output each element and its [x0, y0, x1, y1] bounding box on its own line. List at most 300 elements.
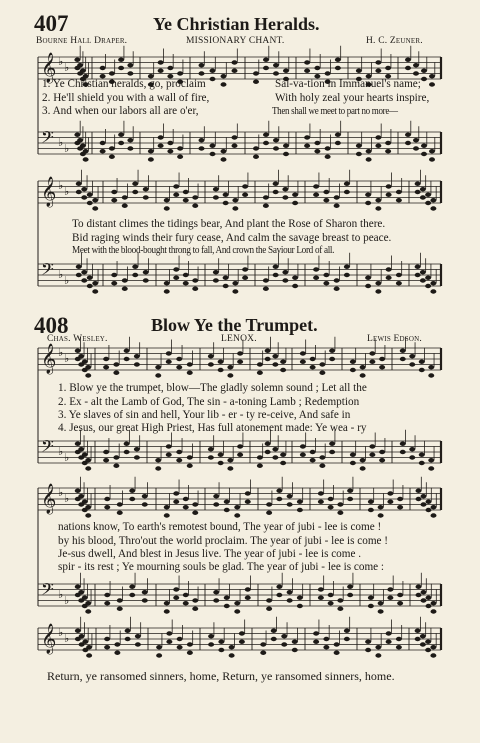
- notehead-icon: [164, 609, 170, 613]
- notehead-icon: [282, 195, 288, 199]
- notehead-icon: [213, 195, 219, 199]
- notehead-icon: [173, 596, 179, 600]
- notehead-icon: [166, 351, 172, 355]
- notehead-icon: [232, 135, 238, 139]
- notehead-icon: [369, 351, 375, 355]
- notehead-icon: [83, 149, 89, 153]
- notehead-icon: [122, 278, 128, 282]
- notehead-icon: [124, 450, 130, 454]
- notehead-icon: [396, 281, 402, 285]
- notehead-icon: [292, 284, 298, 288]
- notehead-icon: [218, 461, 224, 465]
- notehead-icon: [81, 195, 87, 199]
- notehead-icon: [297, 596, 303, 600]
- notehead-icon: [310, 357, 316, 361]
- notehead-icon: [273, 265, 279, 269]
- notehead-icon: [78, 494, 84, 498]
- notehead-icon: [375, 135, 381, 139]
- notehead-icon: [378, 601, 384, 605]
- notehead-icon: [127, 63, 133, 67]
- notehead-icon: [429, 82, 435, 86]
- notehead-icon: [310, 450, 316, 454]
- author-credit: Chas. Wesley.: [47, 334, 108, 344]
- notehead-icon: [405, 133, 411, 137]
- notehead-icon: [375, 653, 381, 657]
- bass-clef-icon: 𝄢: [41, 259, 54, 283]
- notehead-icon: [344, 273, 350, 277]
- notehead-icon: [386, 184, 392, 188]
- notehead-icon: [280, 453, 286, 457]
- notehead-icon: [234, 601, 240, 605]
- notehead-icon: [199, 71, 205, 75]
- notehead-icon: [387, 500, 393, 504]
- notehead-icon: [253, 71, 259, 75]
- bass-clef-icon: 𝄢: [41, 436, 54, 460]
- notehead-icon: [210, 152, 216, 156]
- notehead-icon: [134, 447, 140, 451]
- notehead-icon: [334, 204, 340, 208]
- notehead-icon: [328, 505, 334, 509]
- notehead-icon: [318, 500, 324, 504]
- notehead-icon: [426, 604, 432, 608]
- flat-sign-icon: ♭: [58, 136, 64, 149]
- notehead-icon: [173, 193, 179, 197]
- notehead-icon: [104, 645, 110, 649]
- notehead-icon: [253, 80, 259, 84]
- notehead-icon: [287, 590, 293, 594]
- notehead-icon: [177, 71, 183, 75]
- notehead-icon: [199, 146, 205, 150]
- notehead-icon: [426, 508, 432, 512]
- notehead-icon: [164, 289, 170, 293]
- notehead-icon: [421, 152, 427, 156]
- notehead-icon: [158, 60, 164, 64]
- notehead-icon: [369, 444, 375, 448]
- notehead-icon: [176, 450, 182, 454]
- notehead-icon: [396, 198, 402, 202]
- notehead-icon: [218, 453, 224, 457]
- notehead-icon: [78, 590, 84, 594]
- notehead-icon: [386, 193, 392, 197]
- notehead-icon: [183, 505, 189, 509]
- notehead-icon: [143, 195, 149, 199]
- notehead-icon: [425, 276, 431, 280]
- notehead-icon: [221, 149, 227, 153]
- notehead-icon: [263, 58, 269, 62]
- notehead-icon: [232, 206, 238, 210]
- notehead-icon: [124, 442, 130, 446]
- notehead-icon: [310, 458, 316, 462]
- notehead-icon: [415, 265, 421, 269]
- notehead-icon: [430, 281, 436, 285]
- notehead-icon: [111, 190, 117, 194]
- notehead-icon: [213, 270, 219, 274]
- notehead-icon: [81, 270, 87, 274]
- notehead-icon: [313, 631, 319, 635]
- hymn-number: 407: [34, 11, 69, 36]
- notehead-icon: [239, 640, 245, 644]
- notehead-icon: [344, 182, 350, 186]
- treble-clef-icon: 𝄞: [41, 53, 57, 83]
- flat-sign-icon: ♭: [64, 61, 70, 74]
- lyric-line: Je-sus dwell, And blest in Jesus live. The year of jubi - lee is come .: [58, 548, 362, 560]
- notehead-icon: [375, 206, 381, 210]
- notehead-icon: [173, 276, 179, 280]
- notehead-icon: [323, 198, 329, 202]
- notehead-icon: [164, 601, 170, 605]
- flat-sign-icon: ♭: [64, 451, 70, 464]
- notehead-icon: [272, 447, 278, 451]
- notehead-icon: [81, 187, 87, 191]
- notehead-icon: [227, 373, 233, 377]
- lyric-line: To distant climes the tidings bear, And plant the Rose of Sharon there.: [72, 218, 386, 230]
- notehead-icon: [344, 190, 350, 194]
- notehead-icon: [87, 284, 93, 288]
- tune-name: MISSIONARY CHANT.: [186, 36, 285, 46]
- notehead-icon: [208, 447, 214, 451]
- notehead-icon: [431, 513, 437, 517]
- notehead-icon: [166, 360, 172, 364]
- notehead-icon: [167, 149, 173, 153]
- notehead-icon: [77, 63, 83, 67]
- notehead-icon: [199, 138, 205, 142]
- notehead-icon: [75, 585, 81, 589]
- notehead-icon: [310, 365, 316, 369]
- lyric-line: Then shall we meet to part no more—: [272, 106, 398, 117]
- notehead-icon: [282, 278, 288, 282]
- notehead-icon: [103, 458, 109, 462]
- notehead-icon: [335, 66, 341, 70]
- notehead-icon: [421, 598, 427, 602]
- notehead-icon: [77, 138, 83, 142]
- flat-sign-icon: ♭: [58, 486, 64, 499]
- notehead-icon: [122, 195, 128, 199]
- notehead-icon: [177, 146, 183, 150]
- notehead-icon: [164, 198, 170, 202]
- notehead-icon: [187, 464, 193, 468]
- notehead-icon: [208, 362, 214, 366]
- notehead-icon: [86, 645, 92, 649]
- notehead-icon: [280, 368, 286, 372]
- notehead-icon: [325, 71, 331, 75]
- notehead-icon: [420, 195, 426, 199]
- notehead-icon: [405, 141, 411, 145]
- notehead-icon: [82, 360, 88, 364]
- notehead-icon: [297, 500, 303, 504]
- notehead-icon: [265, 349, 271, 353]
- hymn-number: 408: [34, 313, 69, 338]
- notehead-icon: [257, 362, 263, 366]
- notehead-icon: [318, 596, 324, 600]
- notehead-icon: [213, 278, 219, 282]
- notehead-icon: [385, 141, 391, 145]
- notehead-icon: [263, 66, 269, 70]
- notehead-icon: [329, 450, 335, 454]
- notehead-icon: [210, 77, 216, 81]
- notehead-icon: [85, 458, 91, 462]
- notehead-icon: [300, 444, 306, 448]
- notehead-icon: [425, 284, 431, 288]
- notehead-icon: [335, 141, 341, 145]
- notehead-icon: [87, 193, 93, 197]
- notehead-icon: [208, 455, 214, 459]
- notehead-icon: [242, 184, 248, 188]
- notehead-icon: [232, 144, 238, 148]
- notehead-icon: [117, 598, 123, 602]
- notehead-icon: [400, 357, 406, 361]
- notehead-icon: [429, 149, 435, 153]
- notehead-icon: [334, 642, 340, 646]
- treble-clef-icon: 𝄞: [41, 344, 57, 374]
- notehead-icon: [304, 135, 310, 139]
- notehead-icon: [347, 585, 353, 589]
- notehead-icon: [420, 187, 426, 191]
- notehead-icon: [166, 444, 172, 448]
- notehead-icon: [431, 601, 437, 605]
- notehead-icon: [142, 502, 148, 506]
- notehead-icon: [415, 182, 421, 186]
- notehead-icon: [313, 193, 319, 197]
- notehead-icon: [263, 195, 269, 199]
- notehead-icon: [158, 135, 164, 139]
- flat-sign-icon: ♭: [58, 346, 64, 359]
- notehead-icon: [287, 502, 293, 506]
- notehead-icon: [164, 206, 170, 210]
- notehead-icon: [282, 187, 288, 191]
- notehead-icon: [213, 502, 219, 506]
- notehead-icon: [413, 138, 419, 142]
- notehead-icon: [421, 502, 427, 506]
- notehead-icon: [257, 464, 263, 468]
- notehead-icon: [192, 287, 198, 291]
- notehead-icon: [328, 593, 334, 597]
- notehead-icon: [273, 146, 279, 150]
- notehead-icon: [300, 351, 306, 355]
- notehead-icon: [83, 157, 89, 161]
- notehead-icon: [430, 653, 436, 657]
- notehead-icon: [360, 466, 366, 470]
- notehead-icon: [263, 204, 269, 208]
- notehead-icon: [385, 66, 391, 70]
- notehead-icon: [276, 489, 282, 493]
- notehead-icon: [419, 368, 425, 372]
- notehead-icon: [334, 287, 340, 291]
- notehead-icon: [368, 508, 374, 512]
- notehead-icon: [85, 601, 91, 605]
- author-credit: Bourne Hall Draper.: [36, 36, 128, 46]
- notehead-icon: [114, 642, 120, 646]
- notehead-icon: [257, 455, 263, 459]
- treble-clef-icon: 𝄞: [41, 624, 57, 654]
- notehead-icon: [426, 596, 432, 600]
- flat-sign-icon: ♭: [64, 142, 70, 155]
- notehead-icon: [314, 149, 320, 153]
- notehead-icon: [318, 587, 324, 591]
- lyric-line: 1. Ye Christian heralds, go, proclaim: [42, 78, 206, 90]
- notehead-icon: [183, 190, 189, 194]
- notehead-icon: [129, 489, 135, 493]
- hymn-title: Blow Ye the Trumpet.: [151, 315, 318, 335]
- notehead-icon: [74, 133, 80, 137]
- notehead-icon: [405, 66, 411, 70]
- notehead-icon: [304, 144, 310, 148]
- notehead-icon: [325, 155, 331, 159]
- lyric-line: 2. Ex - alt the Lamb of God, The sin - a-toning Lamb ; Redemption: [58, 396, 360, 408]
- notehead-icon: [143, 187, 149, 191]
- lyric-line: Meet with the blood-bought throng to fall, And crown the Saviour Lord of all.: [72, 245, 335, 256]
- notehead-icon: [313, 267, 319, 271]
- flat-sign-icon: ♭: [58, 179, 64, 192]
- notehead-icon: [273, 182, 279, 186]
- notehead-icon: [183, 601, 189, 605]
- refrain-line: Return, ye ransomed sinners, home, Return, ye ransomed sinners, home.: [47, 669, 395, 683]
- notehead-icon: [419, 461, 425, 465]
- notehead-icon: [167, 66, 173, 70]
- notehead-icon: [334, 278, 340, 282]
- notehead-icon: [111, 273, 117, 277]
- notehead-icon: [280, 461, 286, 465]
- notehead-icon: [192, 278, 198, 282]
- notehead-icon: [318, 491, 324, 495]
- notehead-icon: [420, 270, 426, 274]
- notehead-icon: [335, 58, 341, 62]
- notehead-icon: [300, 453, 306, 457]
- notehead-icon: [223, 201, 229, 205]
- lyric-line: 3. And when our labors all are o'er,: [42, 105, 199, 117]
- notehead-icon: [76, 273, 82, 277]
- notehead-icon: [192, 607, 198, 611]
- notehead-icon: [187, 455, 193, 459]
- notehead-icon: [329, 357, 335, 361]
- notehead-icon: [271, 637, 277, 641]
- notehead-icon: [314, 141, 320, 145]
- notehead-icon: [304, 60, 310, 64]
- notehead-icon: [134, 354, 140, 358]
- notehead-icon: [369, 360, 375, 364]
- notehead-icon: [431, 505, 437, 509]
- lyric-line: Sal-va-tion in Immanuel's name;: [275, 78, 421, 90]
- notehead-icon: [416, 497, 422, 501]
- notehead-icon: [287, 494, 293, 498]
- notehead-icon: [232, 281, 238, 285]
- notehead-icon: [92, 206, 98, 210]
- notehead-icon: [420, 634, 426, 638]
- notehead-icon: [113, 362, 119, 366]
- notehead-icon: [75, 349, 81, 353]
- notehead-icon: [232, 198, 238, 202]
- notehead-icon: [148, 149, 154, 153]
- notehead-icon: [127, 138, 133, 142]
- notehead-icon: [426, 500, 432, 504]
- notehead-icon: [413, 71, 419, 75]
- flat-sign-icon: ♭: [64, 492, 70, 505]
- notehead-icon: [125, 637, 131, 641]
- notehead-icon: [292, 648, 298, 652]
- notehead-icon: [263, 287, 269, 291]
- notehead-icon: [176, 458, 182, 462]
- notehead-icon: [365, 276, 371, 280]
- notehead-icon: [224, 604, 230, 608]
- notehead-icon: [237, 444, 243, 448]
- notehead-icon: [104, 593, 110, 597]
- notehead-icon: [397, 601, 403, 605]
- treble-clef-icon: 𝄞: [41, 177, 57, 207]
- notehead-icon: [187, 651, 193, 655]
- notehead-icon: [365, 193, 371, 197]
- notehead-icon: [396, 645, 402, 649]
- notehead-icon: [396, 273, 402, 277]
- notehead-icon: [242, 193, 248, 197]
- notehead-icon: [192, 502, 198, 506]
- notehead-icon: [283, 144, 289, 148]
- notehead-icon: [266, 511, 272, 515]
- notehead-icon: [117, 511, 123, 515]
- notehead-icon: [74, 58, 80, 62]
- notehead-icon: [156, 653, 162, 657]
- notehead-icon: [344, 637, 350, 641]
- notehead-icon: [334, 651, 340, 655]
- notehead-icon: [386, 631, 392, 635]
- notehead-icon: [292, 193, 298, 197]
- notehead-icon: [78, 447, 84, 451]
- notehead-icon: [313, 276, 319, 280]
- notehead-icon: [132, 190, 138, 194]
- flat-sign-icon: ♭: [58, 445, 64, 458]
- notehead-icon: [375, 645, 381, 649]
- notehead-icon: [85, 373, 91, 377]
- notehead-icon: [375, 198, 381, 202]
- notehead-icon: [409, 447, 415, 451]
- notehead-icon: [337, 511, 343, 515]
- flat-sign-icon: ♭: [64, 632, 70, 645]
- notehead-icon: [368, 596, 374, 600]
- notehead-icon: [292, 201, 298, 205]
- notehead-icon: [183, 273, 189, 277]
- notehead-icon: [223, 193, 229, 197]
- notehead-icon: [272, 362, 278, 366]
- notehead-icon: [129, 497, 135, 501]
- notehead-icon: [405, 58, 411, 62]
- notehead-icon: [323, 273, 329, 277]
- notehead-icon: [218, 360, 224, 364]
- flat-sign-icon: ♭: [58, 268, 64, 281]
- notehead-icon: [375, 60, 381, 64]
- notehead-icon: [208, 642, 214, 646]
- notehead-icon: [104, 601, 110, 605]
- notehead-icon: [421, 77, 427, 81]
- notehead-icon: [245, 587, 251, 591]
- notehead-icon: [385, 149, 391, 153]
- notehead-icon: [155, 458, 161, 462]
- notehead-icon: [253, 155, 259, 159]
- notehead-icon: [164, 513, 170, 517]
- notehead-icon: [282, 270, 288, 274]
- notehead-icon: [421, 69, 427, 73]
- notehead-icon: [328, 497, 334, 501]
- notehead-icon: [103, 365, 109, 369]
- notehead-icon: [177, 637, 183, 641]
- notehead-icon: [263, 141, 269, 145]
- notehead-icon: [100, 141, 106, 145]
- notehead-icon: [253, 146, 259, 150]
- bass-clef-icon: 𝄢: [41, 127, 54, 151]
- notehead-icon: [80, 144, 86, 148]
- flat-sign-icon: ♭: [58, 588, 64, 601]
- notehead-icon: [177, 155, 183, 159]
- notehead-icon: [78, 354, 84, 358]
- notehead-icon: [421, 494, 427, 498]
- notehead-icon: [265, 357, 271, 361]
